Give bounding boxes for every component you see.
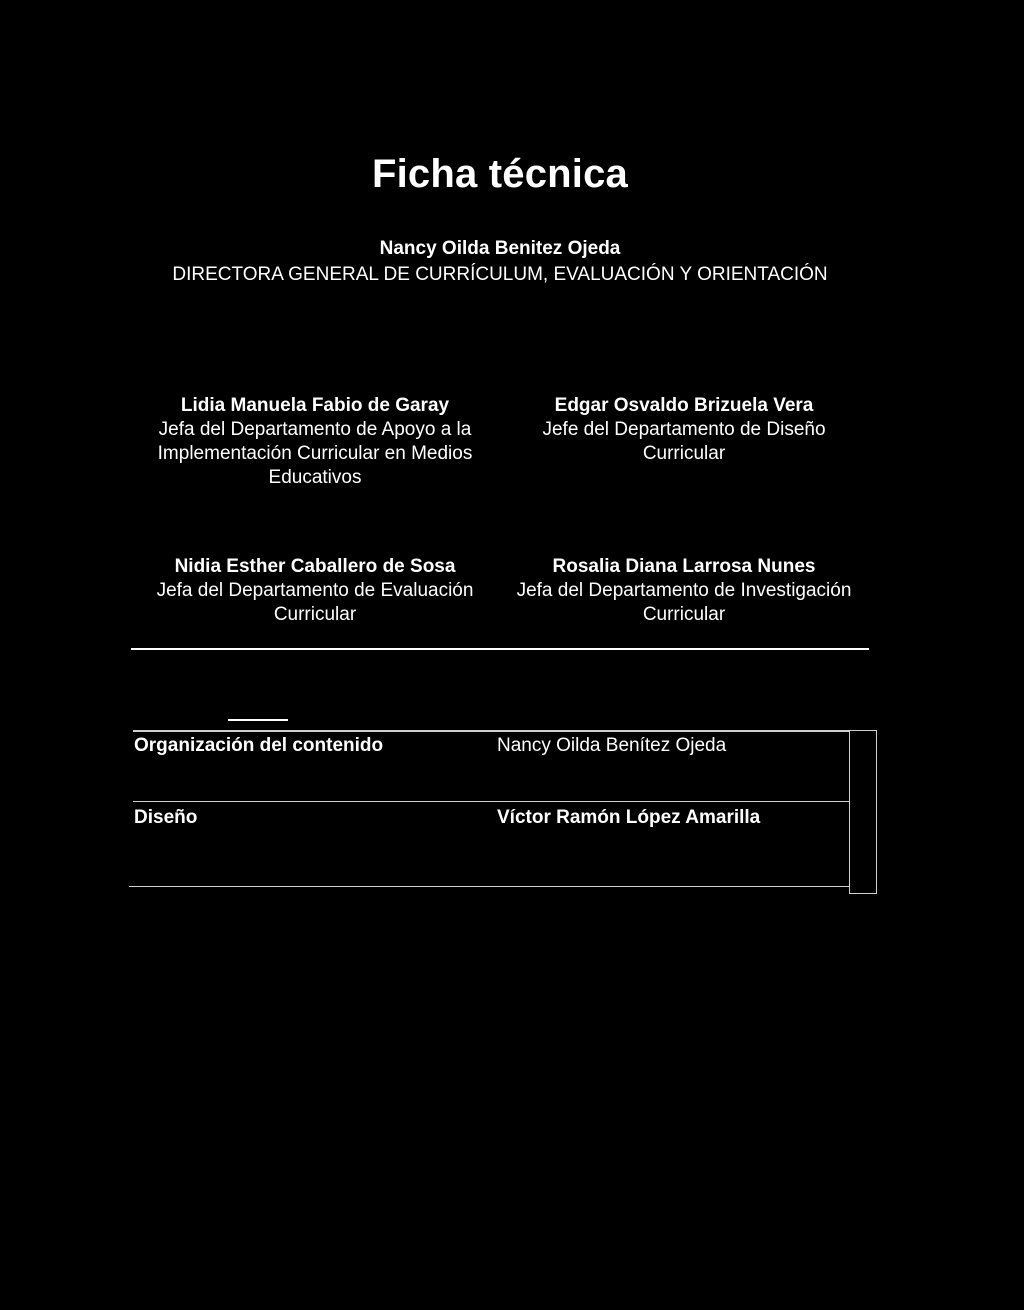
staff-role-line: Jefa del Departamento de Apoyo a la	[158, 419, 472, 440]
staff-name: Lidia Manuela Fabio de Garay	[180, 395, 450, 416]
credits-row-divider	[133, 801, 849, 802]
credit-value-design: Víctor Ramón López Amarilla	[497, 807, 761, 828]
staff-name: Nidia Esther Caballero de Sosa	[174, 556, 456, 577]
section-divider	[131, 648, 869, 650]
staff-role-line: Educativos	[268, 467, 362, 488]
credits-top-rule	[133, 730, 849, 732]
director-role: DIRECTORA GENERAL DE CURRÍCULUM, EVALUACIÓN Y ORIENTACIÓN	[172, 264, 828, 285]
staff-name: Edgar Osvaldo Brizuela Vera	[554, 395, 814, 416]
staff-name: Rosalia Diana Larrosa Nunes	[552, 556, 816, 577]
page-title: Ficha técnica	[371, 152, 629, 196]
staff-role-line: Curricular	[273, 604, 357, 625]
credit-value-content-organization: Nancy Oilda Benítez Ojeda	[497, 735, 727, 756]
staff-card-1	[125, 394, 505, 490]
credit-label-design: Diseño	[134, 807, 198, 828]
credit-label-content-organization: Organización del contenido	[134, 735, 384, 756]
staff-card-3	[125, 555, 505, 627]
director-name: Nancy Oilda Benitez Ojeda	[379, 238, 621, 259]
staff-card-4	[494, 555, 874, 627]
credits-side-frame	[849, 730, 877, 894]
director-block	[0, 236, 1000, 288]
staff-role-line: Jefa del Departamento de Evaluación	[156, 580, 474, 601]
short-divider	[228, 719, 288, 721]
staff-role-line: Implementación Curricular en Medios	[157, 443, 473, 464]
staff-role-line: Curricular	[642, 443, 726, 464]
credits-bottom-rule	[129, 886, 849, 887]
staff-card-2	[494, 394, 874, 466]
staff-role-line: Curricular	[642, 604, 726, 625]
staff-role-line: Jefe del Departamento de Diseño	[542, 419, 826, 440]
staff-role-line: Jefa del Departamento de Investigación	[516, 580, 852, 601]
